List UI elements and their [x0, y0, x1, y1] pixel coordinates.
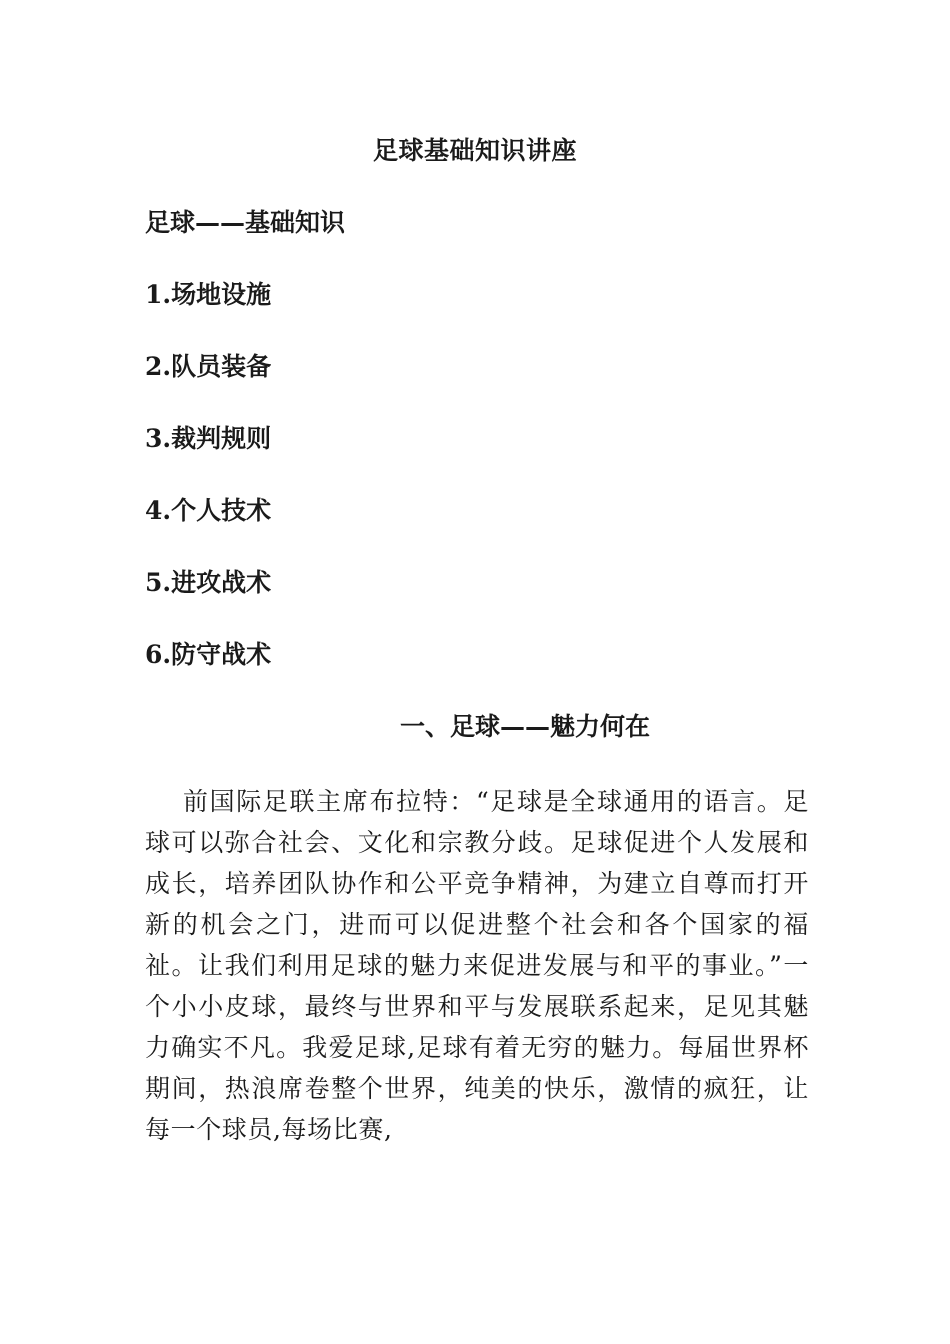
- toc-item: 4.个人技术: [145, 496, 272, 525]
- body-paragraph: 前国际足联主席布拉特：“足球是全球通用的语言。足球可以弥合社会、文化和宗教分歧。足球促进个人发展和成长，培养团队协作和公平竞争精神，为建立自尊而打开新的机会之门，进而可以促进整个社会和各个国家的福祉。让我们利用足球的魅力来促进发展与和平的事业。”一个小小皮球，最终与世界和平与发展联系起来，足见其魅力确实不凡。我爱足球,足球有着无穷的魅力。每届世界杯期间，热浪席卷整个世界，纯美的快乐，激情的疯狂，让每一个球员,每场比赛,: [145, 787, 809, 1144]
- toc-item: 1.场地设施: [145, 280, 272, 309]
- document-title: 足球基础知识讲座: [372, 136, 577, 165]
- section-heading: 一、足球——魅力何在: [400, 712, 651, 741]
- toc-item: 6.防守战术: [145, 640, 272, 669]
- toc-item: 2.队员装备: [145, 352, 272, 381]
- toc-item: 5.进攻战术: [145, 568, 272, 597]
- document-subtitle: 足球——基础知识: [145, 208, 346, 237]
- table-of-contents: [145, 277, 271, 709]
- toc-item: 3.裁判规则: [145, 424, 272, 453]
